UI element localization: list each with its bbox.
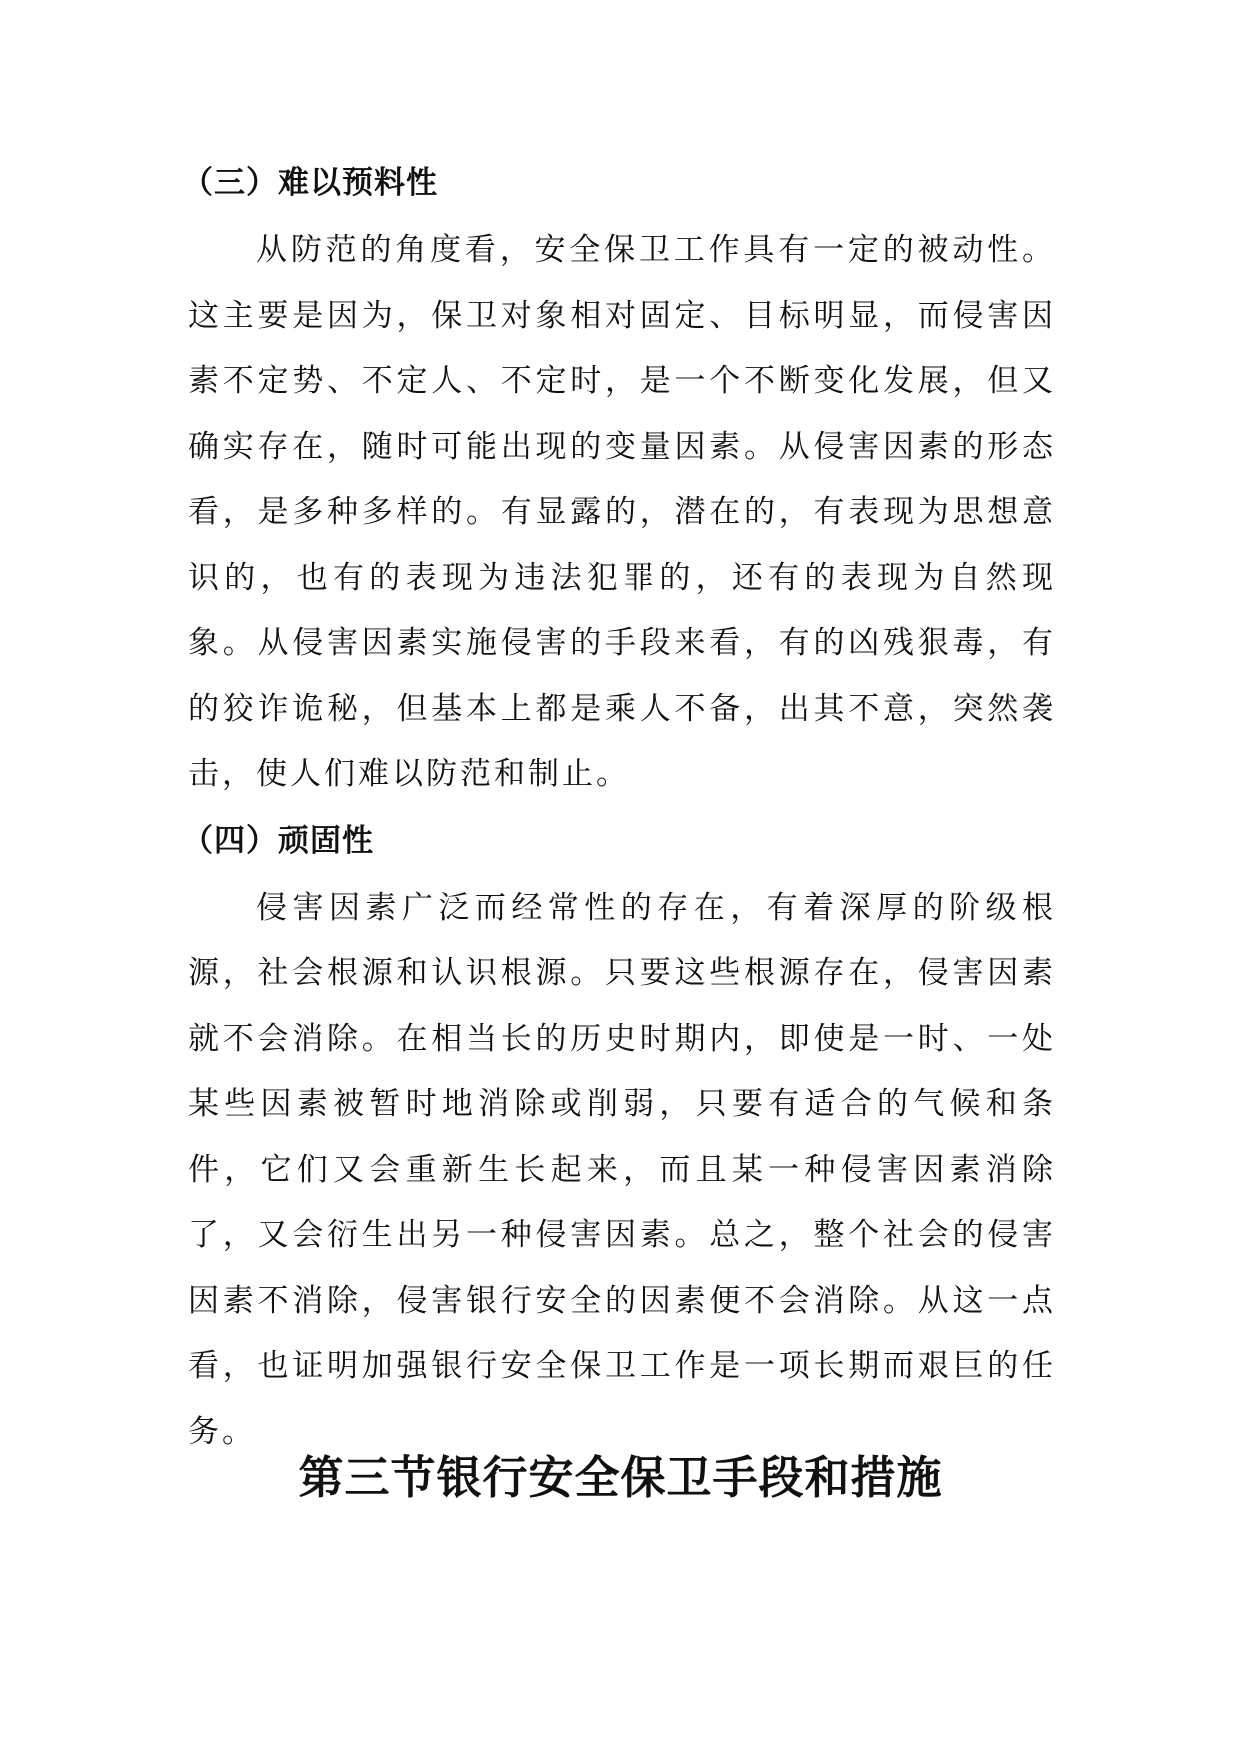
paragraph-stubbornness: 侵害因素广泛而经常性的存在，有着深厚的阶级根源，社会根源和认识根源。只要这些根源存在，侵害因素就不会消除。在相当长的历史时期内，即使是一时、一处某些因素被暂时地消除或削弱，只要有适合的气候和条件，它们又会重新生长起来，而且某一种侵害因素消除了，又会衍生出另一种侵害因素。总之，整个社会的侵害因素不消除，侵害银行安全的因素便不会消除。从这一点看，也证明加强银行安全保卫工作是一项长期而艰巨的任务。 <box>188 889 1056 1450</box>
subsection-heading-3: （三）难以预料性 <box>182 165 438 201</box>
subsection-heading-4: （四）顽固性 <box>182 822 374 859</box>
paragraph-unpredictability: 从防范的角度看，安全保卫工作具有一定的被动性。这主要是因为，保卫对象相对固定、目标明显，而侵害因素不定势、不定人、不定时，是一个不断变化发展，但又确实存在，随时可能出现的变量因素。从侵害因素的形态看，是多种多样的。有显露的，潜在的，有表现为思想意识的，也有的表现为违法犯罪的，还有的表现为自然现象。从侵害因素实施侵害的手段来看，有的凶残狠毒，有的狡诈诡秘，但基本上都是乘人不备，出其不意，突然袭击，使人们难以防范和制止。 <box>188 232 1056 792</box>
document-body <box>182 150 1056 1465</box>
section-title: 第三节银行安全保卫手段和措施 <box>298 1451 943 1504</box>
